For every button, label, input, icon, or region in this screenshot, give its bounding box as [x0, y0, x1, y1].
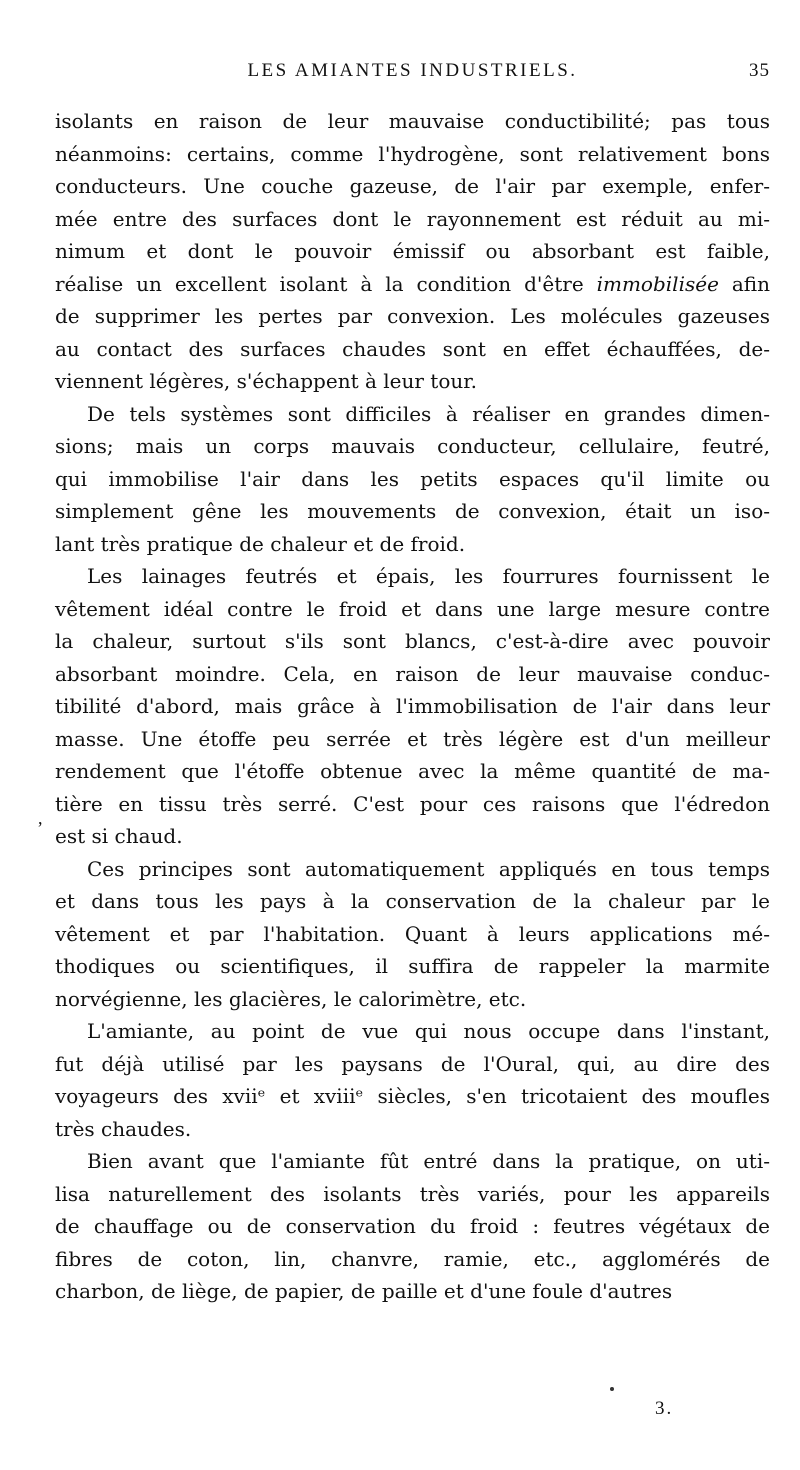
margin-mark: , — [38, 808, 43, 828]
text-line: De tels systèmes sont difficiles à réaliser en grandes dimen- — [87, 401, 770, 426]
text-line: tibilité d'abord, mais grâce à l'immobilisation de l'air dans leur — [55, 694, 770, 718]
text-line: L'amiante, au point de vue qui nous occupe dans l'instant, — [87, 1019, 770, 1043]
text-line: de supprimer les pertes par convexion. Les molécules gazeuses — [55, 304, 770, 328]
text-line: rendement que l'étoffe obtenue avec la même quantité de ma- — [55, 759, 770, 783]
signature-mark: 3. — [655, 1398, 674, 1419]
text-line: fut déjà utilisé par les paysans de l'Oural, qui, au dire des — [55, 1051, 770, 1076]
text-line: fibres de coton, lin, chanvre, ramie, etc., agglomérés de — [55, 1246, 770, 1271]
ink-speck — [610, 1387, 614, 1391]
text-line: Les lainages feutrés et épais, les fourrures fournissent le — [87, 564, 770, 588]
text-line: voyageurs des xviiᵉ et xviiiᵉ siècles, s'en tricotaient des moufles — [55, 1084, 770, 1108]
text-line: qui immobilise l'air dans les petits espaces qu'il limite ou — [55, 466, 770, 491]
page-number: 35 — [749, 60, 770, 81]
paragraph — [55, 1015, 770, 1145]
text-line: au contact des surfaces chaudes sont en effet échauffées, de- — [55, 336, 770, 361]
text-line: réalise un excellent isolant à la condition d'être immobilisée afin — [55, 271, 770, 296]
emphasis: immobilisée — [596, 271, 719, 296]
page-header — [55, 60, 770, 90]
body-text — [55, 105, 770, 1308]
text-line: norvégienne, les glacières, le calorimètre, etc. — [55, 986, 527, 1011]
paragraph — [55, 560, 770, 853]
text-line: et dans tous les pays à la conservation de la chaleur par le — [55, 889, 770, 913]
text-line: viennent légères, s'échappent à leur tour. — [55, 369, 477, 393]
text-line: masse. Une étoffe peu serrée et très légère est d'un meilleur — [55, 726, 770, 751]
text-line: est si chaud. — [55, 824, 183, 848]
text-line: charbon, de liège, de papier, de paille et d'une foule d'autres — [55, 1279, 673, 1303]
text-line: Ces principes sont automatiquement appliqués en tous temps — [87, 856, 770, 881]
text-line: mée entre des surfaces dont le rayonnement est réduit au mi- — [55, 206, 770, 231]
text-line: isolants en raison de leur mauvaise conductibilité; pas tous — [55, 109, 770, 133]
text-line: néanmoins: certains, comme l'hydrogène, sont relativement bons — [55, 141, 770, 166]
paragraph — [55, 105, 770, 398]
paragraph — [55, 1145, 770, 1308]
text-line: nimum et dont le pouvoir émissif ou absorbant est faible, — [55, 239, 770, 263]
text-line: simplement gêne les mouvements de convexion, était un iso- — [55, 499, 770, 523]
paragraph — [55, 853, 770, 1016]
text-line: lant très pratique de chaleur et de froid. — [55, 531, 466, 556]
text-line: vêtement idéal contre le froid et dans une large mesure contre — [55, 596, 770, 621]
running-title: LES AMIANTES INDUSTRIELS. — [247, 60, 578, 81]
text-line: sions; mais un corps mauvais conducteur, cellulaire, feutré, — [55, 434, 770, 458]
text-line: tière en tissu très serré. C'est pour ces raisons que l'édredon — [55, 791, 770, 816]
text-line: très chaudes. — [55, 1116, 192, 1141]
text-line: absorbant moindre. Cela, en raison de leur mauvaise conduc- — [55, 661, 770, 686]
paragraph — [55, 398, 770, 561]
text-line: vêtement et par l'habitation. Quant à leurs applications mé- — [55, 921, 770, 946]
text-line: conducteurs. Une couche gazeuse, de l'air par exemple, enfer- — [55, 174, 770, 198]
text-line: thodiques ou scientifiques, il suffira de rappeler la marmite — [55, 954, 770, 978]
text-line: la chaleur, surtout s'ils sont blancs, c'est-à-dire avec pouvoir — [55, 629, 770, 653]
text-line: Bien avant que l'amiante fût entré dans la pratique, on uti- — [87, 1149, 770, 1173]
text-line: de chauffage ou de conservation du froid : feutres végétaux de — [55, 1214, 770, 1238]
text-line: lisa naturellement des isolants très variés, pour les appareils — [55, 1181, 770, 1206]
